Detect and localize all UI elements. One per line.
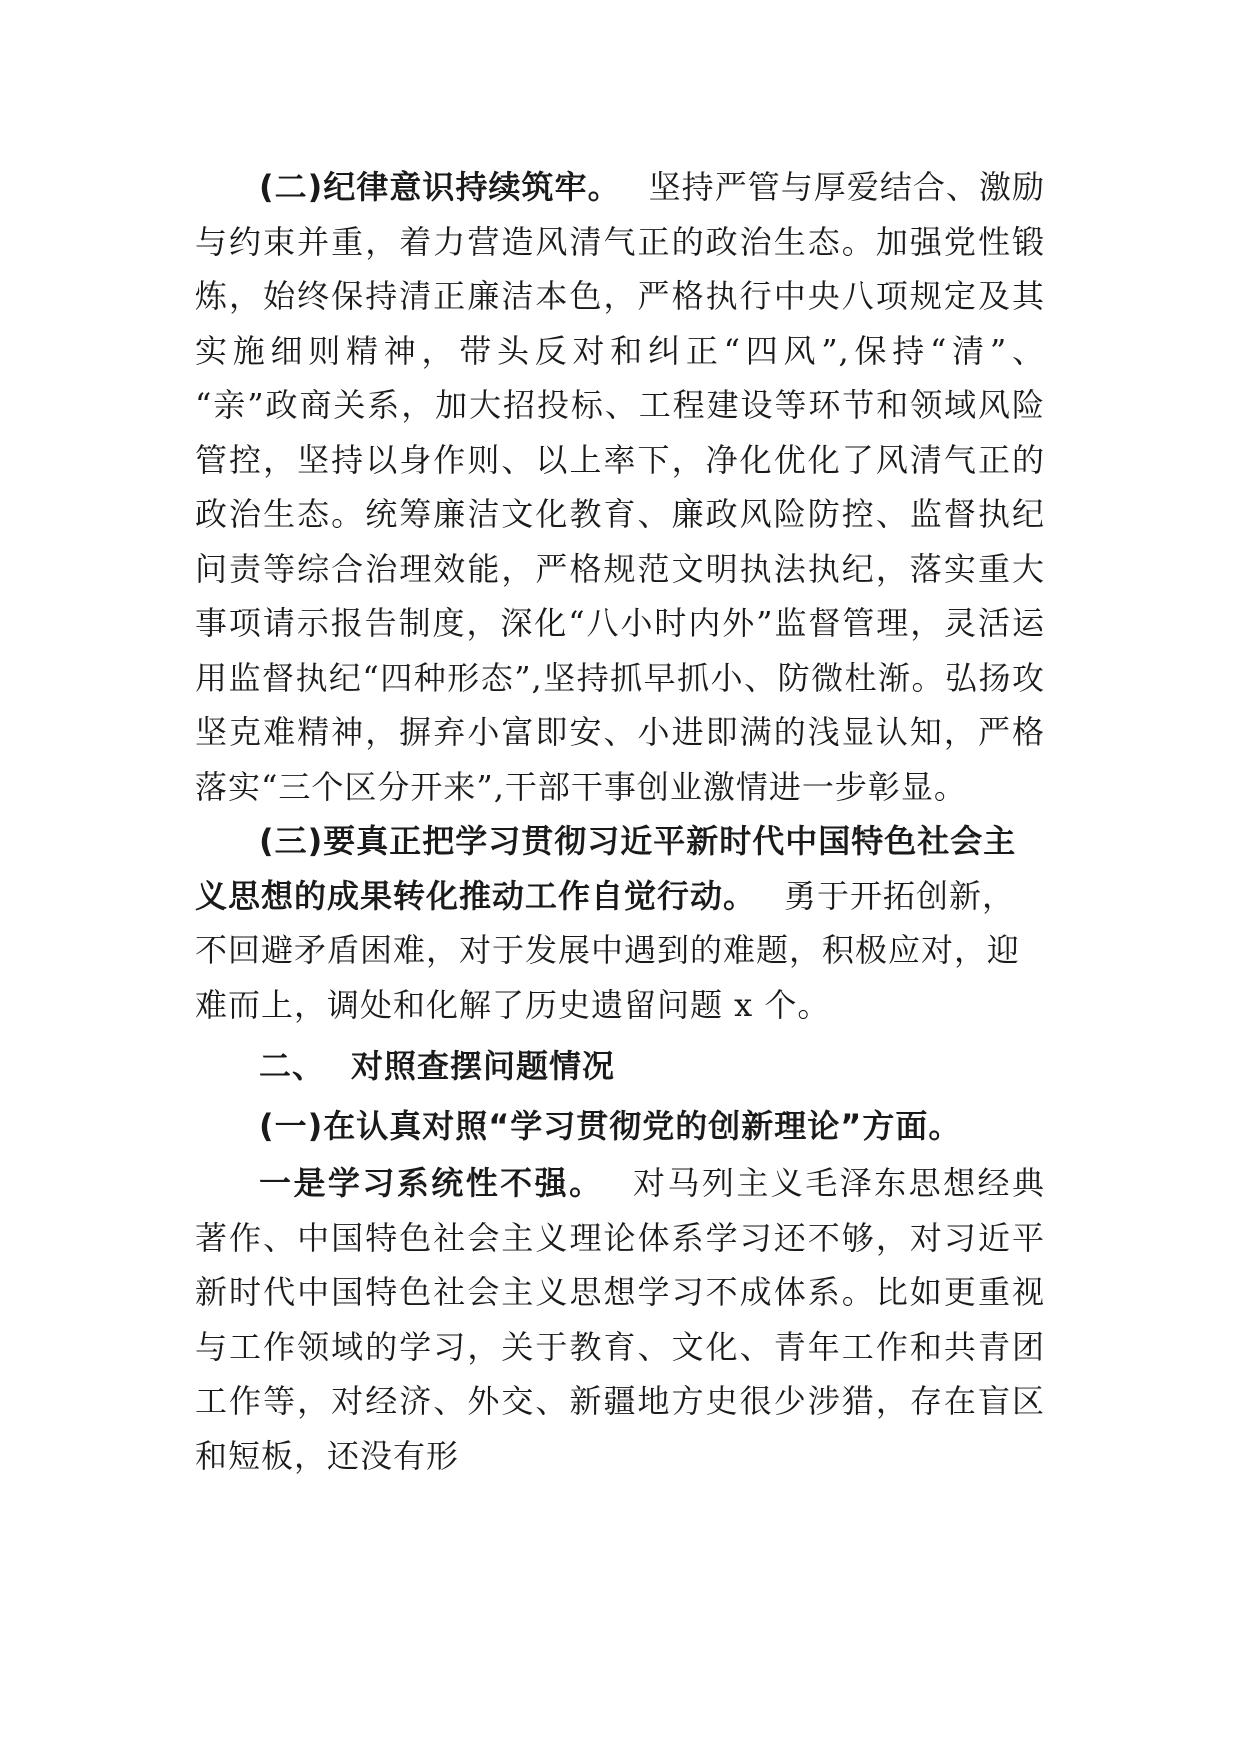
chapter-title: 对照查摆问题情况 [351,1047,616,1085]
paragraph-body: 坚持严管与厚爱结合、激励与约束并重，着力营造风清气正的政治生态。加强党性锻炼，始终保持清正廉洁本色，严格执行中央八项规定及其实施细则精神，带头反对和纠正“四风”,保持“清”、 “亲”政商关系，加大招投标、工程建设等环节和领域风险管控，坚持以身作则、以上率下，净化优化了风清气正的政治生态。统筹廉洁文化教育、廉政风险防控、监督执纪问责等综合治理效能，严格规范文明执法执纪，落实重大事项请示报告制度，深化“八小时内外”监督管理，灵活运用监督执纪“四种形态”,坚持抓早抓小、防微杜渐。弘扬攻坚克难精神，摒弃小富即安、小进即满的浅显认知，严格落实“三个区分开来”,干部干事创业激情进一步彰显。 [195,168,1045,806]
paragraph-title: (二)纪律意识持续筑牢。 [259,168,621,206]
document-page [195,160,1045,1483]
paragraph-title: (三)要真正把学习贯彻习近平新时代中国特色社会主义思想的成果转化推动工作自觉行动。 [195,822,1017,915]
paragraph-discipline-awareness [195,160,1045,814]
chapter-heading [195,1036,1045,1096]
paragraph-body: 勇于开拓创新，不回避矛盾困难，对于发展中遇到的难题，积极应对，迎难而上，调处和化解了历史遗留问题 x 个。 [195,876,1021,1024]
chapter-number: 二、 [259,1047,326,1085]
paragraph-body: 对马列主义毛泽东思想经典著作、中国特色社会主义理论体系学习还不够，对习近平新时代中国特色社会主义思想学习不成体系。比如更重视与工作领域的学习，关于教育、文化、青年工作和共青团工作等，对经济、外交、新疆地方史很少涉猎，存在盲区和短板，还没有形 [195,1164,1045,1475]
paragraph-study-systematic [195,1156,1045,1483]
paragraph-study-outcomes [195,814,1045,1032]
subsection-heading: (一)在认真对照“学习贯彻党的创新理论”方面。 [259,1107,962,1145]
paragraph-title: 一是学习系统性不强。 [259,1164,604,1202]
